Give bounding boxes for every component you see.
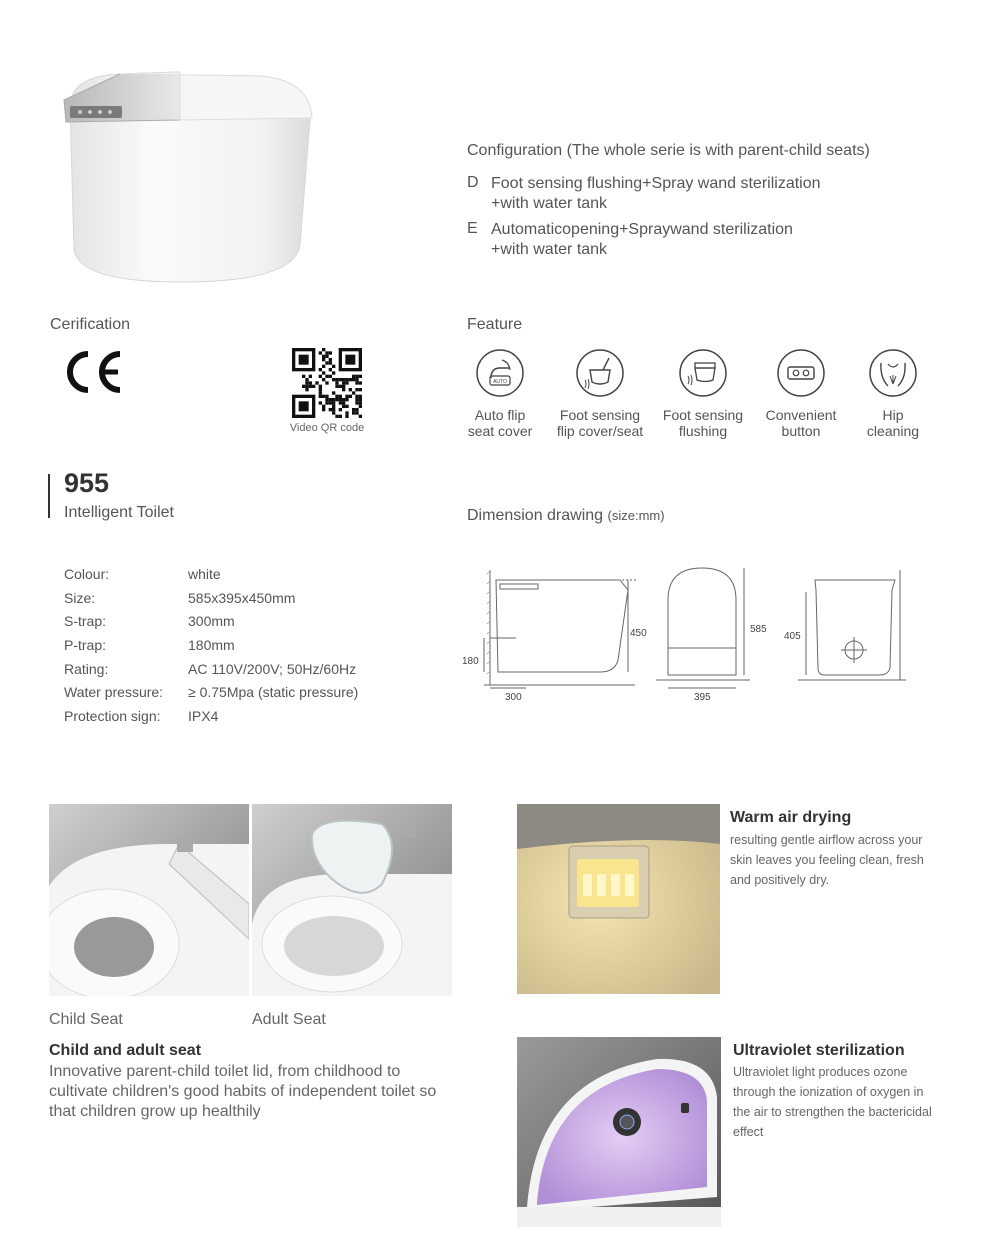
dimension-drawing [460, 560, 920, 710]
spec-value: white [188, 566, 221, 582]
warm-air-title: Warm air drying [730, 809, 852, 826]
uv-title: Ultraviolet sterilization [733, 1042, 905, 1059]
config-line: +with water tank [491, 195, 608, 212]
spec-value: IPX4 [188, 708, 219, 725]
feature-hip-cleaning [843, 348, 943, 439]
ce-mark-icon [62, 348, 126, 396]
dimension-unit: (size:mm) [607, 508, 665, 523]
config-item-e [467, 220, 793, 260]
side-view-drawing [484, 570, 638, 688]
seats-text-line: Innovative parent-child toilet lid, from childhood to [49, 1063, 401, 1080]
feature-foot-sensing-flush [653, 348, 753, 439]
spec-key: Rating: [64, 660, 109, 677]
feature-label: button [781, 423, 821, 439]
feature-label: Auto flip [474, 407, 526, 423]
spec-key: Water pressure: [64, 684, 164, 701]
config-letter: E [467, 220, 478, 237]
warm-air-description [730, 830, 924, 890]
warm-air-photo [517, 804, 720, 994]
model-name: Intelligent Toilet [64, 504, 174, 521]
feature-label: flip cover/seat [556, 423, 644, 439]
dimension-title [467, 507, 665, 525]
auto-badge-text: AUTO [493, 379, 507, 385]
uv-line: Ultraviolet light produces ozone [733, 1065, 908, 1079]
auto-flip-icon [475, 348, 525, 398]
child-seat-photo [49, 804, 249, 996]
dim-label-395: 395 [694, 692, 711, 703]
warm-air-line: resulting gentle airflow across your [730, 833, 923, 847]
spec-key: Protection sign: [64, 708, 161, 725]
feature-convenient-button [751, 348, 851, 439]
qr-code-label: Video QR code [289, 422, 365, 434]
spec-key: Size: [64, 589, 96, 606]
configuration-title: Configuration (The whole serie is with parent-child seats) [467, 142, 870, 159]
dim-label-180: 180 [462, 656, 479, 667]
uv-description [733, 1062, 932, 1142]
dim-label-300: 300 [505, 692, 522, 703]
warm-air-line: skin leaves you feeling clean, fresh [730, 853, 924, 867]
model-accent-bar [48, 474, 50, 518]
certification-title: Cerification [50, 316, 131, 333]
dim-label-585: 585 [750, 624, 767, 635]
adult-seat-photo [252, 804, 452, 996]
spec-key: P-trap: [64, 637, 107, 654]
uv-line: through the ionization of oxygen in [733, 1085, 924, 1099]
feature-label: Foot sensing [662, 407, 744, 423]
spec-value: 180mm [188, 637, 235, 654]
seats-text-line: that children grow up healthily [49, 1103, 261, 1120]
config-line: +with water tank [491, 241, 608, 258]
model-number: 955 [64, 468, 110, 498]
feature-label: seat cover [467, 423, 533, 439]
spec-row [64, 611, 358, 635]
feature-label: Foot sensing [559, 407, 641, 423]
feature-label: cleaning [866, 423, 920, 439]
feature-foot-sensing-flip [550, 348, 650, 439]
hip-cleaning-icon [868, 348, 918, 398]
front-view-drawing [656, 568, 750, 688]
product-image-toilet [60, 60, 320, 290]
feature-title: Feature [467, 316, 523, 333]
feature-label: Hip [882, 407, 904, 423]
spec-row [64, 706, 358, 730]
seats-title: Child and adult seat [49, 1042, 202, 1059]
adult-seat-caption: Adult Seat [252, 1011, 326, 1028]
spec-row [64, 588, 358, 612]
spec-row [64, 564, 358, 588]
back-view-drawing [798, 570, 906, 680]
spec-value: 300mm [188, 613, 235, 630]
dim-label-405: 405 [784, 631, 801, 642]
spec-row [64, 635, 358, 659]
foot-sensing-flip-icon [575, 348, 625, 398]
feature-auto-flip [450, 348, 550, 439]
child-seat-caption: Child Seat [49, 1011, 123, 1028]
feature-label: flushing [678, 423, 728, 439]
dimension-title-text: Dimension drawing [467, 507, 604, 524]
spec-key: S-trap: [64, 613, 107, 630]
config-item-d [467, 174, 821, 214]
seats-text-line: cultivate children's good habits of independent toilet so [49, 1083, 437, 1100]
seats-description [49, 1062, 436, 1122]
spec-value: ≥ 0.75Mpa (static pressure) [188, 684, 359, 701]
dim-label-450: 450 [630, 628, 647, 639]
config-line: Automaticopening+Spraywand sterilization [491, 221, 793, 238]
spec-value: AC 110V/200V; 50Hz/60Hz [188, 660, 357, 677]
spec-row [64, 682, 358, 706]
foot-sensing-flush-icon [678, 348, 728, 398]
uv-line: effect [733, 1125, 764, 1139]
config-line: Foot sensing flushing+Spray wand sterilization [491, 175, 821, 192]
spec-value: 585x395x450mm [188, 589, 296, 606]
spec-table [64, 564, 358, 730]
uv-line: the air to strengthen the bactericidal [733, 1105, 932, 1119]
feature-label: Convenient [765, 407, 837, 423]
spec-row [64, 659, 358, 683]
config-letter: D [467, 174, 479, 191]
convenient-button-icon [776, 348, 826, 398]
qr-code-icon[interactable] [292, 348, 362, 418]
uv-sterilization-photo [517, 1037, 721, 1227]
warm-air-line: and positively dry. [730, 873, 830, 887]
spec-key: Colour: [64, 566, 110, 582]
